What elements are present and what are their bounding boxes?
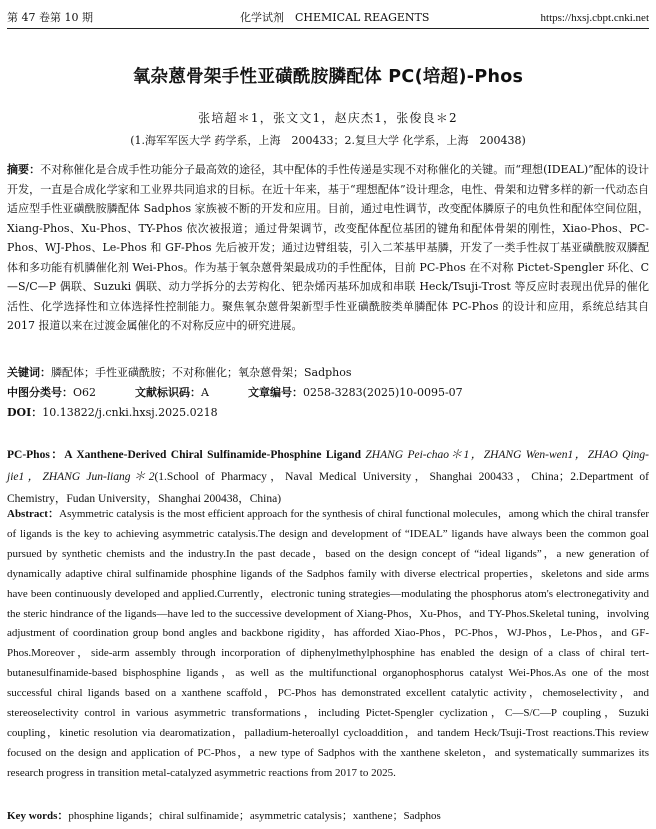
english-keywords-label: Key words： <box>7 810 69 822</box>
english-abstract-text: Asymmetric catalysis is the most efficient approach for the synthesis of chiral functional molecules，among which the chiral transfer of ligands is the key to achieving asymmetric catalysis.The design and development of “IDEAL” ligands have always been the common goal pursued by synthetic chemists and the industry.In the past decade，based on the design concept of “ideal ligands”，a new generation of dynamically adaptive chiral sulfinamide phosphine ligands of the Sadphos family with diverse electrical properties，skeletons and side arms have been continuously developed and applied.Currently，electronic tuning strategies—modulating the phosphorus atom's electronegativity and the steric hindrance of the ligands—have led to the successive development of Xiang-Phos，Xu-Phos，and TY-Phos.Skeletal tuning，involving adjustment of coordination group bond angles and backbone rigidity，has afforded Xiao-Phos，PC-Phos，WJ-Phos，Le-Phos，and GF-Phos.Moreover，side-arm assembly through incorporation of diphenylmethylphosphine has enabled the design of a class of chiral tert-butanesulfinamide-based bisphosphine ligands，as well as the multifunctional organophosphorus catalyst Wei-Phos.As one of the most successful chiral ligands based on a xanthene scaffold，PC-Phos has demonstrated excellent catalytic activity，chemoselectivity，and stereoselectivity control in various asymmetric transformations，including Pictet-Spengler cyclization，C—S/C—P coupling，Suzuki coupling，kinetic resolution via dearomatization，palladium-heteroallyl cycloaddition，and tandem Heck/Tsuji-Trost reactions.This review focused on the design and application of PC-Phos，a new type of Sadphos with the xanthene skeleton，and systematically summarizes its research progress in transition metal-catalyzed asymmetric reactions from 2017 to 2025. <box>7 508 650 779</box>
classification-line <box>7 384 649 400</box>
english-abstract-label: Abstract： <box>7 508 60 520</box>
english-abstract <box>7 505 649 784</box>
doc-code-value: A <box>201 386 209 399</box>
doi-value[interactable]: 10.13822/j.cnki.hxsj.2025.0218 <box>42 406 218 419</box>
journal-url[interactable]: https://hxsj.cbpt.cnki.net <box>540 12 649 24</box>
clc-value: O62 <box>73 386 97 399</box>
english-title-block <box>7 444 649 510</box>
doi-label: DOI： <box>7 406 43 419</box>
running-header <box>7 8 649 29</box>
journal-name: 化学试剂 CHEMICAL REAGENTS <box>240 11 430 24</box>
keywords-label: 关键词： <box>7 366 51 379</box>
keywords-text: 膦配体；手性亚磺酰胺；不对称催化；氧杂蒽骨架；Sadphos <box>51 366 352 379</box>
english-keywords <box>7 807 649 823</box>
volume-issue: 第 47 卷第 10 期 <box>7 11 93 24</box>
clc-label: 中图分类号： <box>7 386 73 399</box>
doc-code-label: 文献标识码： <box>135 386 202 399</box>
english-authors: ZHANG Pei-chao＊1，ZHANG Wen-wen1，ZHAO Qing-jie1，ZHANG Jun-liang＊2 <box>7 449 649 483</box>
doi-line <box>7 404 649 420</box>
english-keywords-text: phosphine ligands；chiral sulfinamide；asymmetric catalysis；xanthene；Sadphos <box>68 810 441 822</box>
english-title: PC-Phos：A Xanthene-Derived Chiral Sulfinamide-Phosphine Ligand <box>7 449 362 461</box>
abstract-label: 摘要： <box>7 163 41 176</box>
article-no-value: 0258-3283(2025)10-0095-07 <box>302 386 463 399</box>
chinese-abstract <box>7 160 649 336</box>
keywords-line <box>7 364 649 380</box>
affiliations: (1.海军军医大学 药学系，上海 200433；2.复旦大学 化学系，上海 200438) <box>130 134 526 147</box>
english-affiliations: (1.School of Pharmacy，Naval Medical University，Shanghai 200433，China；2.Department of Chemistry，Fudan University，Shanghai 200438，China) <box>7 471 649 505</box>
article-title: 氧杂蒽骨架手性亚磺酰胺膦配体 PC(培超)-Phos <box>132 67 524 87</box>
article-no-label: 文章编号： <box>247 386 303 399</box>
abstract-text: 不对称催化是合成手性功能分子最高效的途径，其中配体的手性传递是实现不对称催化的关键。而“理想(IDEAL)”配体的设计开发，一直是合成化学家和工业界共同追求的目标。在近十年来，基于“理想配体”设计理念，电性、骨架和边臂多样的新一代动态自适应型手性亚磺酰胺膦配体 Sadphos 家族被不断的开发和应用。目前，通过电性调节，改变配体膦原子的电负性和配体空间位阻，Xiang-Phos、Xu-Phos、TY-Phos 依次被报道；通过骨架调节，改变配体配位基团的键角和配体骨架的刚性，Xiao-Phos、PC-Phos、WJ-Phos、Le-Phos 和 GF-Phos 先后被开发；通过边臂组装，引入二苯基甲基膦，开发了一类手性叔丁基亚磺酰胺双膦配体和多功能有机膦催化剂 Wei-Phos。作为基于氧杂蒽骨架最成功的手性配体，目前 PC-Phos 在不对称 Pictet-Spengler 环化、C—S/C—P 偶联、Suzuki 偶联、动力学拆分的去芳构化、钯杂烯丙基环加成和串联 Heck/Tsuji-Trost 等反应时表现出优异的催化活性、化学选择性和立体选择性控制能力。聚焦氧杂蒽骨架新型手性亚磺酰胺类单膦配体 PC-Phos 的设计和应用，系统总结其自 2017 报道以来在过渡金属催化的不对称反应中的研究进展。 <box>7 163 649 332</box>
author-list: 张培超＊1，张文文1，赵庆杰1，张俊良＊2 <box>198 111 458 125</box>
